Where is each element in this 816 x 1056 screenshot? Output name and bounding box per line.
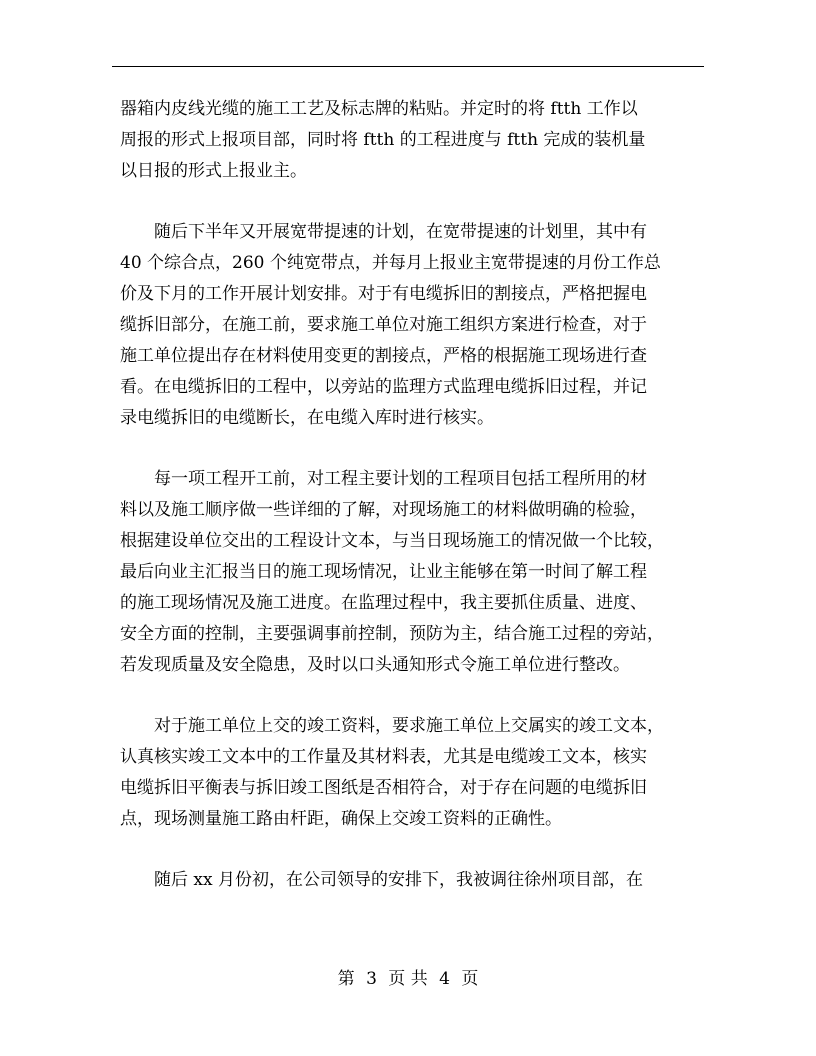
paragraph-line: 点，现场测量施工路由杆距，确保上交竣工资料的正确性。 xyxy=(120,809,562,829)
body-text xyxy=(120,94,710,896)
paragraph-line: 以日报的形式上报业主。 xyxy=(120,161,307,181)
page-footer xyxy=(0,967,816,991)
paragraph-line: 随后 xx 月份初，在公司领导的安排下，我被调往徐州项目部，在 xyxy=(154,870,643,890)
paragraph-line: 器箱内皮线光缆的施工工艺及标志牌的粘贴。并定时的将 ftth 工作以 xyxy=(120,99,638,119)
paragraph-1 xyxy=(120,94,710,187)
header-rule xyxy=(112,66,704,67)
current-page-number: 3 xyxy=(366,969,377,989)
paragraph-line: 40 个综合点，260 个纯宽带点，并每月上报业主宽带提速的月份工作总 xyxy=(120,253,661,273)
paragraph-spacer xyxy=(120,835,710,865)
paragraph-line: 周报的形式上报项目部，同时将 ftth 的工程进度与 ftth 完成的装机量 xyxy=(120,130,646,150)
footer-suffix: 页 xyxy=(461,969,479,989)
paragraph-line: 随后下半年又开展宽带提速的计划，在宽带提速的计划里，其中有 xyxy=(154,222,647,242)
paragraph-line: 安全方面的控制，主要强调事前控制，预防为主，结合施工过程的旁站， xyxy=(120,624,664,644)
paragraph-spacer xyxy=(120,681,710,711)
paragraph-line: 录电缆拆旧的电缆断长，在电缆入库时进行核实。 xyxy=(120,408,494,428)
paragraph-line: 若发现质量及安全隐患，及时以口头通知形式令施工单位进行整改。 xyxy=(120,655,630,675)
paragraph-line: 价及下月的工作开展计划安排。对于有电缆拆旧的割接点，严格把握电 xyxy=(120,284,647,304)
paragraph-line: 料以及施工顺序做一些详细的了解，对现场施工的材料做明确的检验， xyxy=(120,500,647,520)
paragraph-line: 对于施工单位上交的竣工资料，要求施工单位上交属实的竣工文本， xyxy=(154,716,664,736)
paragraph-spacer xyxy=(120,187,710,217)
footer-middle: 页 共 xyxy=(388,969,428,989)
paragraph-4 xyxy=(120,711,710,835)
paragraph-5 xyxy=(120,865,710,896)
paragraph-3 xyxy=(120,464,710,681)
paragraph-line: 的施工现场情况及施工进度。在监理过程中，我主要抓住质量、进度、 xyxy=(120,593,647,613)
paragraph-line: 认真核实竣工文本中的工作量及其材料表，尤其是电缆竣工文本，核实 xyxy=(120,747,647,767)
paragraph-line: 电缆拆旧平衡表与拆旧竣工图纸是否相符合，对于存在问题的电缆拆旧 xyxy=(120,778,647,798)
paragraph-line: 看。在电缆拆旧的工程中，以旁站的监理方式监理电缆拆旧过程，并记 xyxy=(120,377,647,397)
paragraph-line: 根据建设单位交出的工程设计文本，与当日现场施工的情况做一个比较， xyxy=(120,531,664,551)
paragraph-2 xyxy=(120,217,710,434)
footer-prefix: 第 xyxy=(337,969,355,989)
total-page-count: 4 xyxy=(439,969,450,989)
paragraph-line: 最后向业主汇报当日的施工现场情况，让业主能够在第一时间了解工程 xyxy=(120,562,647,582)
paragraph-line: 施工单位提出存在材料使用变更的割接点，严格的根据施工现场进行查 xyxy=(120,346,647,366)
paragraph-line: 每一项工程开工前，对工程主要计划的工程项目包括工程所用的材 xyxy=(154,469,647,489)
paragraph-spacer xyxy=(120,434,710,464)
paragraph-line: 缆拆旧部分，在施工前，要求施工单位对施工组织方案进行检查，对于 xyxy=(120,315,647,335)
